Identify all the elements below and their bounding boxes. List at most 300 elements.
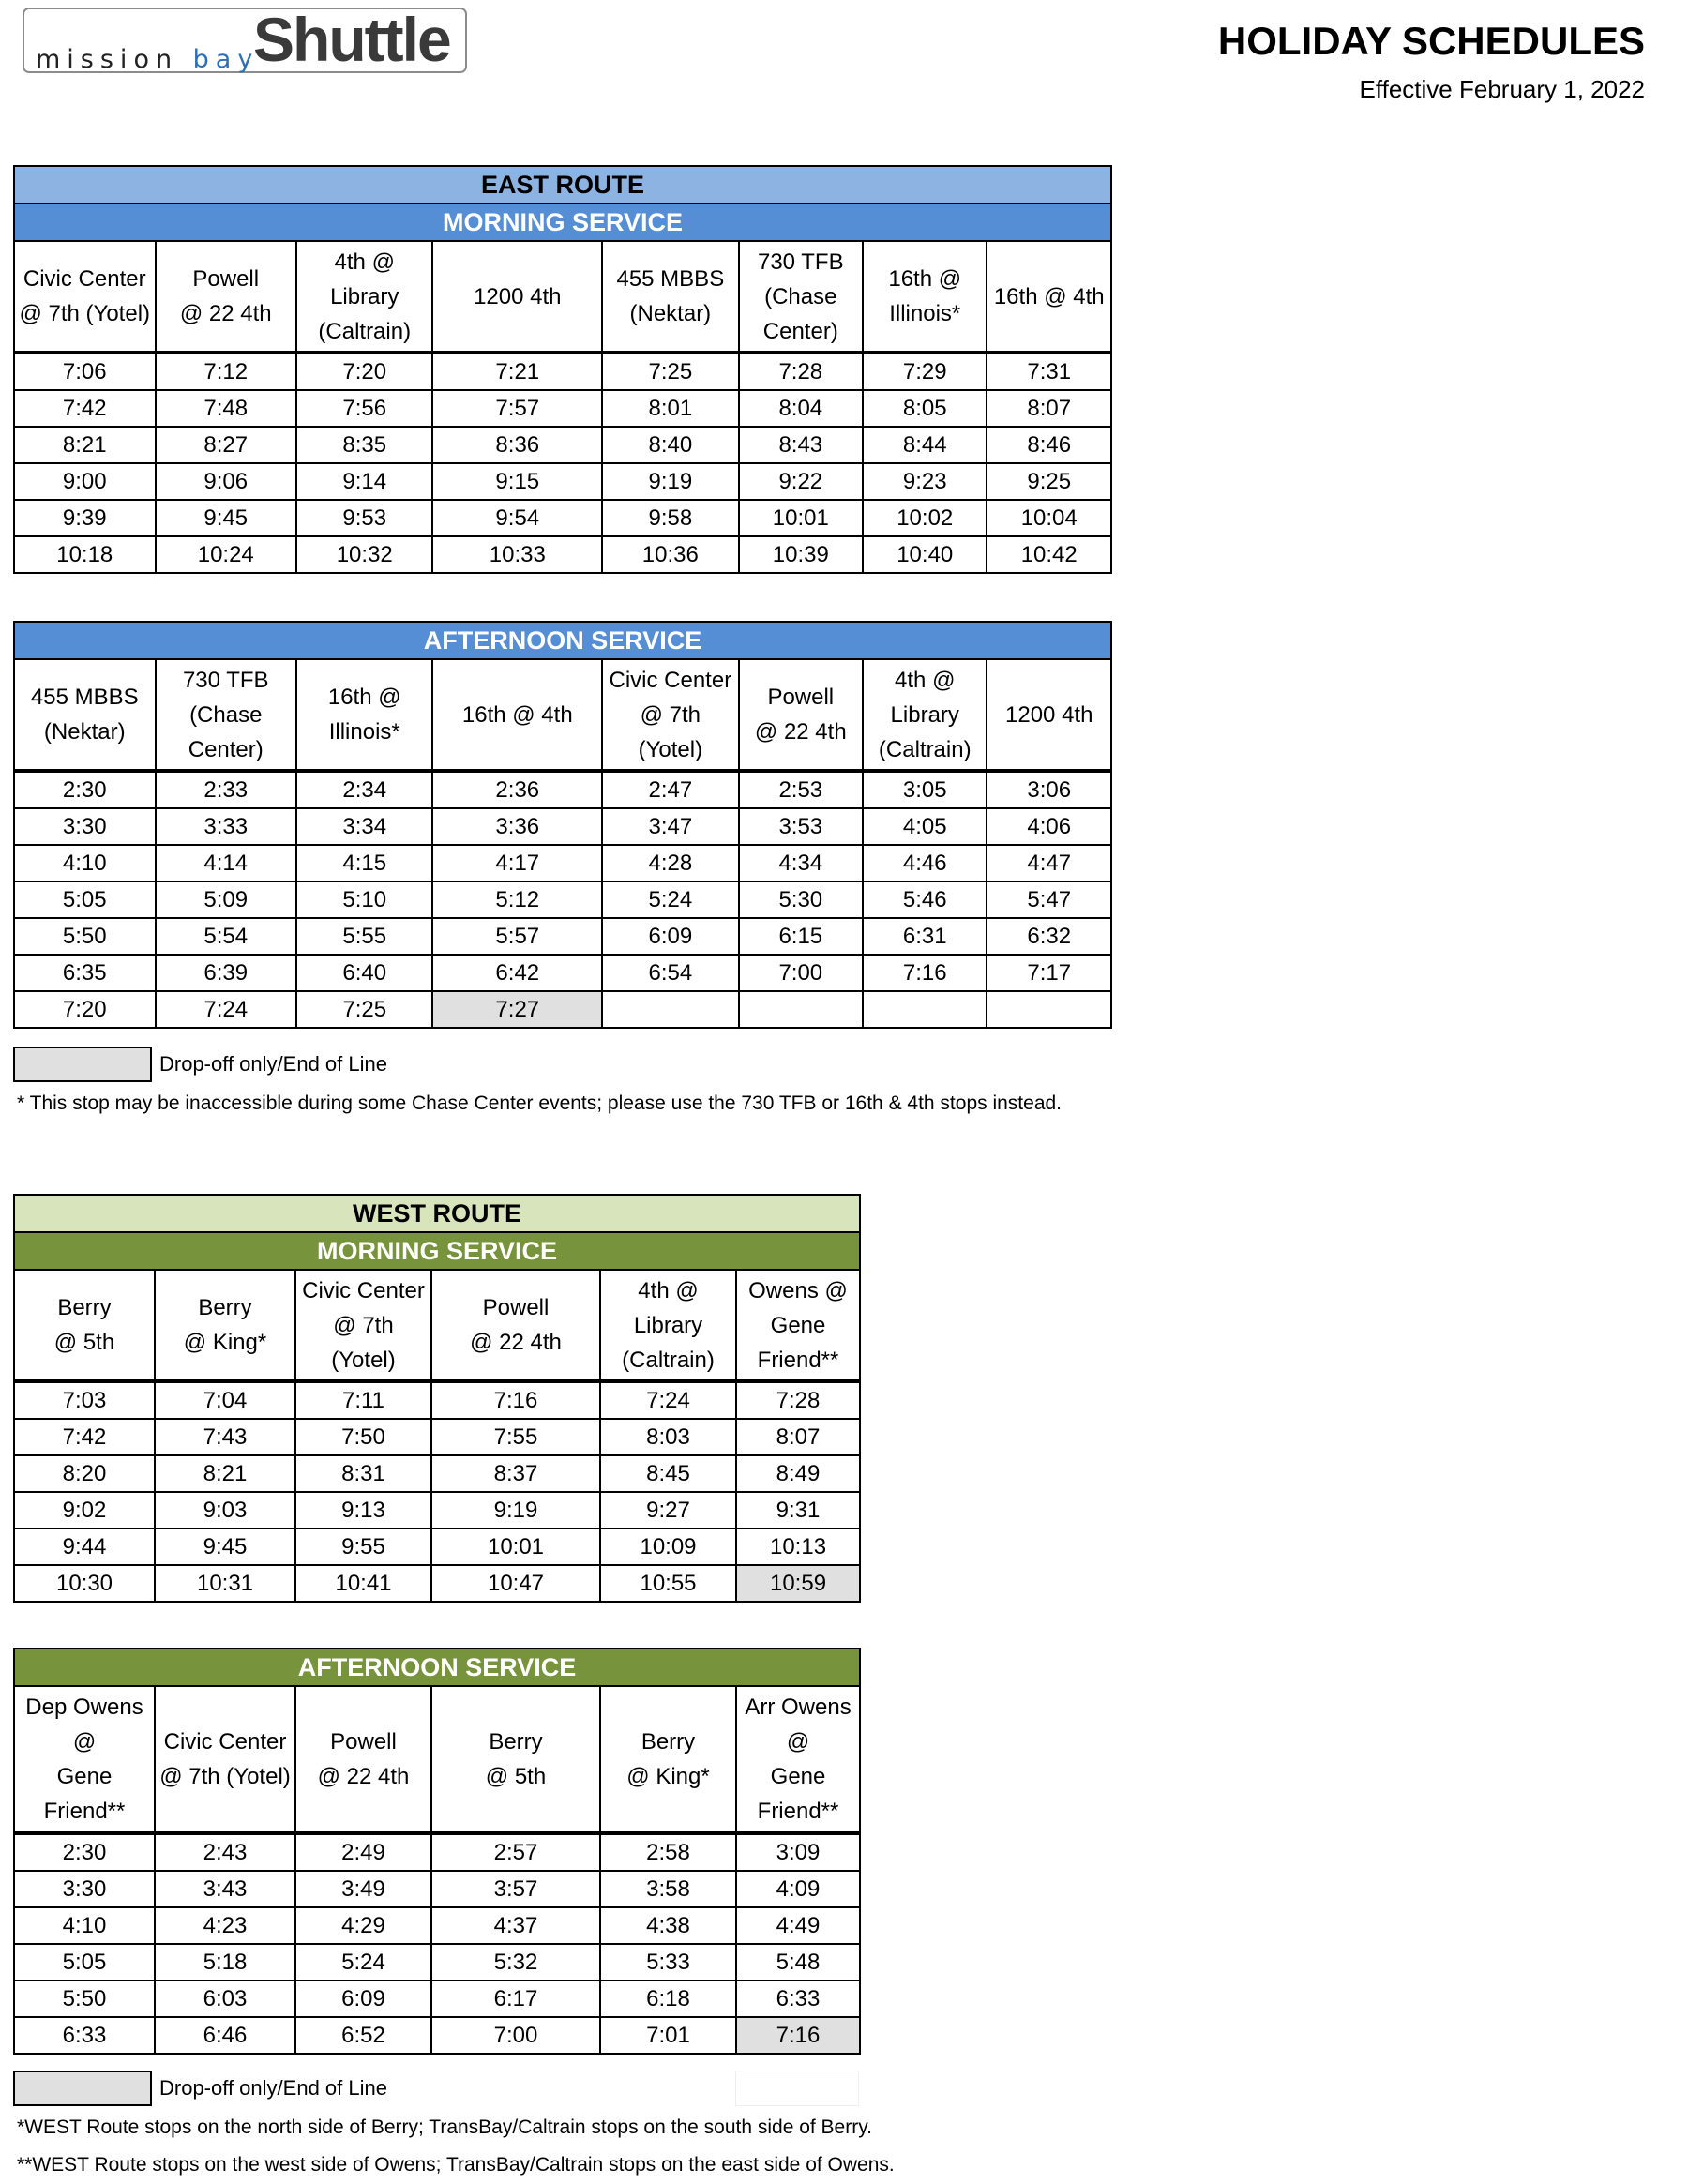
time-cell: 10:40 <box>863 536 987 573</box>
time-cell: 2:47 <box>602 771 738 808</box>
time-cell: 8:46 <box>987 427 1111 463</box>
time-cell: 7:28 <box>739 353 863 390</box>
time-cell: 7:43 <box>155 1419 295 1455</box>
time-cell: 4:10 <box>14 1907 155 1944</box>
time-cell: 2:33 <box>156 771 297 808</box>
time-cell: 6:03 <box>155 1981 295 2017</box>
time-cell: 2:49 <box>295 1833 431 1871</box>
column-header <box>602 659 738 771</box>
time-cell: 3:49 <box>295 1871 431 1907</box>
schedule-row <box>14 2017 860 2054</box>
column-header <box>14 1686 155 1833</box>
column-header-line: Library <box>633 1312 703 1338</box>
column-header <box>156 659 297 771</box>
time-cell: 5:10 <box>296 881 432 918</box>
mission-bay-shuttle-logo <box>23 5 467 74</box>
time-cell: 5:05 <box>14 881 156 918</box>
time-cell: 9:27 <box>600 1492 736 1529</box>
time-cell: 8:05 <box>863 390 987 427</box>
column-header-line: 4th @ <box>638 1277 699 1303</box>
schedule-row <box>14 918 1111 955</box>
time-cell: 7:27 <box>432 991 602 1028</box>
time-cell: 5:33 <box>600 1944 736 1981</box>
column-header-line: (Caltrain) <box>622 1347 715 1373</box>
column-header-line: @ 7th <box>333 1312 394 1338</box>
time-cell: 6:32 <box>987 918 1111 955</box>
time-cell: 2:53 <box>739 771 863 808</box>
column-header-line: @ 7th <box>640 701 701 728</box>
time-cell: 9:54 <box>432 500 602 536</box>
column-header-line: Library <box>330 283 399 309</box>
time-cell: 10:30 <box>14 1565 155 1602</box>
time-cell: 7:57 <box>432 390 602 427</box>
time-cell: 6:33 <box>736 1981 860 2017</box>
time-cell: 5:47 <box>987 881 1111 918</box>
time-cell: 3:53 <box>739 808 863 845</box>
schedule-row <box>14 500 1111 536</box>
time-cell: 6:46 <box>155 2017 295 2054</box>
schedule-row <box>14 955 1111 991</box>
east-footnote: * This stop may be inaccessible during some Chase Center events; please use the 730 TFB or 16th & 4th stops instead. <box>17 1092 1063 1114</box>
time-cell: 4:34 <box>739 845 863 881</box>
schedule-row <box>14 1907 860 1944</box>
schedule-row <box>14 845 1111 881</box>
column-header <box>987 659 1111 771</box>
west-afternoon-service-title: AFTERNOON SERVICE <box>14 1649 860 1686</box>
time-cell: 10:24 <box>156 536 297 573</box>
schedule-row <box>14 1455 860 1492</box>
time-cell: 7:20 <box>296 353 432 390</box>
schedule-row <box>14 1944 860 1981</box>
time-cell <box>987 991 1111 1028</box>
time-cell: 7:42 <box>14 390 156 427</box>
time-cell: 9:31 <box>736 1492 860 1529</box>
column-header-line: @ 7th (Yotel) <box>159 1764 291 1789</box>
time-cell: 8:40 <box>602 427 738 463</box>
time-cell: 9:39 <box>14 500 156 536</box>
time-cell: 4:17 <box>432 845 602 881</box>
column-header-line: Library <box>890 701 959 728</box>
schedule-row <box>14 1565 860 1602</box>
time-cell: 10:09 <box>600 1529 736 1565</box>
time-cell: 10:36 <box>602 536 738 573</box>
drop-off-legend-swatch <box>13 1047 152 1082</box>
time-cell: 2:57 <box>431 1833 600 1871</box>
column-header-line: 730 TFB <box>757 249 844 275</box>
column-header-line: Berry <box>641 1729 696 1755</box>
time-cell: 7:16 <box>863 955 987 991</box>
schedule-row <box>14 1871 860 1907</box>
column-header-line: Powell <box>330 1729 397 1755</box>
time-cell: 3:43 <box>155 1871 295 1907</box>
time-cell: 8:44 <box>863 427 987 463</box>
time-cell: 7:06 <box>14 353 156 390</box>
time-cell: 5:05 <box>14 1944 155 1981</box>
time-cell: 9:15 <box>432 463 602 500</box>
time-cell: 8:01 <box>602 390 738 427</box>
time-cell: 8:43 <box>739 427 863 463</box>
schedule-row <box>14 1492 860 1529</box>
time-cell: 7:25 <box>602 353 738 390</box>
column-header-line: Civic Center <box>609 667 732 693</box>
time-cell: 5:57 <box>432 918 602 955</box>
column-header <box>155 1686 295 1833</box>
logo-text-mission: mission bay <box>36 45 260 74</box>
time-cell: 8:31 <box>295 1455 431 1492</box>
time-cell: 6:31 <box>863 918 987 955</box>
time-cell: 9:14 <box>296 463 432 500</box>
column-header-line: @ 22 4th <box>317 1764 410 1789</box>
time-cell: 10:32 <box>296 536 432 573</box>
column-header-line: Powell <box>482 1295 550 1320</box>
time-cell: 8:07 <box>736 1419 860 1455</box>
schedule-row <box>14 353 1111 390</box>
column-header-line: @ 5th <box>53 1330 115 1355</box>
time-cell: 7:00 <box>431 2017 600 2054</box>
time-cell: 9:13 <box>295 1492 431 1529</box>
time-cell: 5:30 <box>739 881 863 918</box>
column-header-line: @ 5th <box>485 1764 547 1789</box>
east-route-title: EAST ROUTE <box>14 166 1111 203</box>
time-cell: 7:24 <box>156 991 297 1028</box>
column-header <box>295 1686 431 1833</box>
column-header-line: 455 MBBS <box>30 685 139 710</box>
column-header-line: @ <box>786 1729 810 1755</box>
column-header-line: 16th @ <box>327 685 401 710</box>
time-cell: 8:35 <box>296 427 432 463</box>
time-cell: 2:58 <box>600 1833 736 1871</box>
column-header-line: Illinois* <box>328 719 400 745</box>
time-cell: 7:12 <box>156 353 297 390</box>
column-header <box>863 241 987 353</box>
time-cell: 10:47 <box>431 1565 600 1602</box>
column-header <box>739 241 863 353</box>
time-cell: 6:33 <box>14 2017 155 2054</box>
time-cell: 6:39 <box>156 955 297 991</box>
schedule-row <box>14 1529 860 1565</box>
column-header-line: 16th @ 4th <box>461 701 573 728</box>
time-cell: 8:20 <box>14 1455 155 1492</box>
column-header <box>602 241 738 353</box>
time-cell: 10:02 <box>863 500 987 536</box>
time-cell: 6:09 <box>602 918 738 955</box>
time-cell: 7:25 <box>296 991 432 1028</box>
time-cell: 4:49 <box>736 1907 860 1944</box>
schedule-row <box>14 427 1111 463</box>
time-cell: 3:34 <box>296 808 432 845</box>
time-cell: 10:59 <box>736 1565 860 1602</box>
column-header <box>14 241 156 353</box>
time-cell: 8:03 <box>600 1419 736 1455</box>
schedule-row <box>14 463 1111 500</box>
time-cell: 6:35 <box>14 955 156 991</box>
time-cell: 7:00 <box>739 955 863 991</box>
time-cell: 9:19 <box>602 463 738 500</box>
west-route-title: WEST ROUTE <box>14 1195 860 1232</box>
column-header-line: Illinois* <box>889 301 961 326</box>
column-header <box>155 1270 295 1381</box>
column-header <box>736 1686 860 1833</box>
east-afternoon-schedule-table <box>13 621 1112 1029</box>
east-morning-service-title: MORNING SERVICE <box>14 203 1111 241</box>
time-cell: 9:45 <box>156 500 297 536</box>
column-header-line: Arr Owens <box>745 1694 852 1720</box>
time-cell: 9:22 <box>739 463 863 500</box>
column-header <box>156 241 297 353</box>
time-cell: 9:44 <box>14 1529 155 1565</box>
time-cell: 9:00 <box>14 463 156 500</box>
time-cell: 9:55 <box>295 1529 431 1565</box>
time-cell: 5:12 <box>432 881 602 918</box>
column-header-line: (Chase <box>189 701 263 728</box>
time-cell: 3:09 <box>736 1833 860 1871</box>
time-cell: 8:37 <box>431 1455 600 1492</box>
column-header-line: @ 7th (Yotel) <box>19 301 151 326</box>
time-cell: 10:31 <box>155 1565 295 1602</box>
time-cell: 3:30 <box>14 808 156 845</box>
east-afternoon-service-title: AFTERNOON SERVICE <box>14 622 1111 659</box>
time-cell: 7:16 <box>431 1381 600 1419</box>
time-cell: 3:58 <box>600 1871 736 1907</box>
time-cell: 3:33 <box>156 808 297 845</box>
time-cell: 7:50 <box>295 1419 431 1455</box>
column-header <box>432 241 602 353</box>
column-header-line: 1200 4th <box>474 283 562 309</box>
time-cell: 8:04 <box>739 390 863 427</box>
time-cell: 9:19 <box>431 1492 600 1529</box>
time-cell <box>739 991 863 1028</box>
column-header <box>296 241 432 353</box>
time-cell: 6:52 <box>295 2017 431 2054</box>
time-cell: 8:49 <box>736 1455 860 1492</box>
schedule-row <box>14 991 1111 1028</box>
column-header <box>14 659 156 771</box>
time-cell: 10:18 <box>14 536 156 573</box>
column-header <box>600 1270 736 1381</box>
time-cell: 9:02 <box>14 1492 155 1529</box>
column-header-line: Civic Center <box>302 1277 425 1303</box>
time-cell: 5:50 <box>14 918 156 955</box>
column-header <box>296 659 432 771</box>
time-cell: 5:24 <box>295 1944 431 1981</box>
east-morning-schedule-table <box>13 165 1112 574</box>
time-cell: 7:01 <box>600 2017 736 2054</box>
column-header-line: Center) <box>762 318 838 344</box>
time-cell: 4:06 <box>987 808 1111 845</box>
column-header-line: @ 22 4th <box>754 719 847 745</box>
column-header-line: Gene <box>56 1764 113 1789</box>
time-cell: 7:11 <box>295 1381 431 1419</box>
column-header-line: Berry <box>489 1729 543 1755</box>
column-header-line: Dep Owens <box>25 1694 143 1720</box>
column-header-line: (Nektar) <box>43 719 126 745</box>
time-cell: 7:21 <box>432 353 602 390</box>
time-cell: 10:33 <box>432 536 602 573</box>
time-cell: 8:36 <box>432 427 602 463</box>
column-header-line: 1200 4th <box>1005 701 1093 728</box>
time-cell: 10:42 <box>987 536 1111 573</box>
time-cell: 3:30 <box>14 1871 155 1907</box>
west-morning-schedule-table <box>13 1194 861 1603</box>
page-title: HOLIDAY SCHEDULES <box>1217 19 1645 63</box>
column-header-line: (Yotel) <box>331 1347 396 1373</box>
time-cell: 8:21 <box>14 427 156 463</box>
empty-cell-outline <box>735 2071 859 2106</box>
west-drop-off-legend-label: Drop-off only/End of Line <box>159 2076 387 2100</box>
west-footnote-2: **WEST Route stops on the west side of Owens; TransBay/Caltrain stops on the east side of Owens. <box>17 2154 895 2176</box>
column-header-line: Powell <box>767 685 835 710</box>
time-cell: 7:04 <box>155 1381 295 1419</box>
column-header-line: Civic Center <box>23 266 146 292</box>
time-cell: 8:27 <box>156 427 297 463</box>
column-header-line: @ 22 4th <box>470 1330 562 1355</box>
time-cell: 9:53 <box>296 500 432 536</box>
schedule-row <box>14 1381 860 1419</box>
time-cell: 3:05 <box>863 771 987 808</box>
column-header-line: Friend** <box>757 1799 839 1824</box>
west-footnote-1: *WEST Route stops on the north side of Berry; TransBay/Caltrain stops on the south side of Berry. <box>17 2116 873 2138</box>
time-cell <box>863 991 987 1028</box>
column-header-line: @ <box>72 1729 97 1755</box>
time-cell: 2:30 <box>14 1833 155 1871</box>
column-header-line: Friend** <box>43 1799 126 1824</box>
time-cell: 4:38 <box>600 1907 736 1944</box>
time-cell: 4:09 <box>736 1871 860 1907</box>
column-header-line: Gene <box>770 1764 826 1789</box>
time-cell: 10:01 <box>431 1529 600 1565</box>
time-cell: 4:05 <box>863 808 987 845</box>
column-header-line: @ King* <box>626 1764 710 1789</box>
column-header-line: Berry <box>198 1295 252 1320</box>
time-cell: 3:47 <box>602 808 738 845</box>
column-header-line: Center) <box>188 736 264 762</box>
time-cell: 9:25 <box>987 463 1111 500</box>
time-cell: 4:15 <box>296 845 432 881</box>
time-cell: 9:06 <box>156 463 297 500</box>
time-cell: 7:28 <box>736 1381 860 1419</box>
time-cell: 10:04 <box>987 500 1111 536</box>
time-cell: 4:28 <box>602 845 738 881</box>
schedule-row <box>14 1981 860 2017</box>
time-cell: 4:14 <box>156 845 297 881</box>
schedule-row <box>14 1419 860 1455</box>
time-cell: 10:55 <box>600 1565 736 1602</box>
time-cell: 10:39 <box>739 536 863 573</box>
time-cell: 10:01 <box>739 500 863 536</box>
schedule-row <box>14 536 1111 573</box>
time-cell: 5:54 <box>156 918 297 955</box>
time-cell: 4:47 <box>987 845 1111 881</box>
column-header-line: @ King* <box>183 1330 267 1355</box>
time-cell: 7:20 <box>14 991 156 1028</box>
column-header-line: 4th @ <box>895 667 956 693</box>
time-cell: 7:17 <box>987 955 1111 991</box>
time-cell: 4:37 <box>431 1907 600 1944</box>
column-header-line: Berry <box>57 1295 112 1320</box>
time-cell: 7:16 <box>736 2017 860 2054</box>
time-cell: 7:29 <box>863 353 987 390</box>
column-header <box>739 659 863 771</box>
schedule-row <box>14 881 1111 918</box>
time-cell: 5:32 <box>431 1944 600 1981</box>
column-header-line: 16th @ 4th <box>993 283 1105 309</box>
column-header-line: 730 TFB <box>182 667 269 693</box>
time-cell: 5:24 <box>602 881 738 918</box>
time-cell: 7:48 <box>156 390 297 427</box>
time-cell: 4:10 <box>14 845 156 881</box>
column-header-line: 455 MBBS <box>616 266 725 292</box>
logo-text-shuttle: Shuttle <box>253 5 450 74</box>
time-cell: 7:03 <box>14 1381 155 1419</box>
west-drop-off-legend-swatch <box>13 2071 152 2106</box>
column-header-line: (Caltrain) <box>878 736 972 762</box>
time-cell: 7:24 <box>600 1381 736 1419</box>
west-afternoon-schedule-table <box>13 1648 861 2055</box>
column-header <box>863 659 987 771</box>
column-header <box>14 1270 155 1381</box>
time-cell: 2:43 <box>155 1833 295 1871</box>
time-cell: 3:36 <box>432 808 602 845</box>
time-cell: 6:15 <box>739 918 863 955</box>
time-cell: 5:55 <box>296 918 432 955</box>
column-header <box>295 1270 431 1381</box>
time-cell: 6:42 <box>432 955 602 991</box>
column-header-line: (Yotel) <box>638 736 703 762</box>
time-cell: 8:45 <box>600 1455 736 1492</box>
schedule-row <box>14 808 1111 845</box>
time-cell: 7:56 <box>296 390 432 427</box>
time-cell: 8:07 <box>987 390 1111 427</box>
column-header-line: Owens @ <box>748 1277 848 1303</box>
time-cell: 2:36 <box>432 771 602 808</box>
column-header-line: Friend** <box>757 1347 839 1373</box>
time-cell: 5:46 <box>863 881 987 918</box>
column-header <box>600 1686 736 1833</box>
time-cell: 6:18 <box>600 1981 736 2017</box>
column-header <box>736 1270 860 1381</box>
time-cell: 5:09 <box>156 881 297 918</box>
column-header-line: (Chase <box>764 283 837 309</box>
column-header-line: 16th @ <box>888 266 962 292</box>
time-cell: 9:45 <box>155 1529 295 1565</box>
column-header <box>432 659 602 771</box>
time-cell: 8:21 <box>155 1455 295 1492</box>
time-cell: 4:23 <box>155 1907 295 1944</box>
time-cell: 2:34 <box>296 771 432 808</box>
time-cell: 9:03 <box>155 1492 295 1529</box>
effective-date: Effective February 1, 2022 <box>1359 75 1645 103</box>
column-header-line: 4th @ <box>334 249 395 275</box>
time-cell: 9:58 <box>602 500 738 536</box>
time-cell: 10:41 <box>295 1565 431 1602</box>
column-header-line: Gene <box>770 1312 826 1338</box>
column-header <box>431 1270 600 1381</box>
time-cell: 3:57 <box>431 1871 600 1907</box>
logo-text-bay: bay <box>192 45 260 74</box>
column-header-line: @ 22 4th <box>179 301 272 326</box>
time-cell: 5:48 <box>736 1944 860 1981</box>
time-cell: 7:42 <box>14 1419 155 1455</box>
time-cell: 3:06 <box>987 771 1111 808</box>
drop-off-legend-label: Drop-off only/End of Line <box>159 1052 387 1076</box>
column-header-line: (Caltrain) <box>318 318 412 344</box>
column-header <box>987 241 1111 353</box>
time-cell: 7:55 <box>431 1419 600 1455</box>
time-cell: 5:18 <box>155 1944 295 1981</box>
time-cell: 6:54 <box>602 955 738 991</box>
column-header <box>431 1686 600 1833</box>
schedule-row <box>14 1833 860 1871</box>
